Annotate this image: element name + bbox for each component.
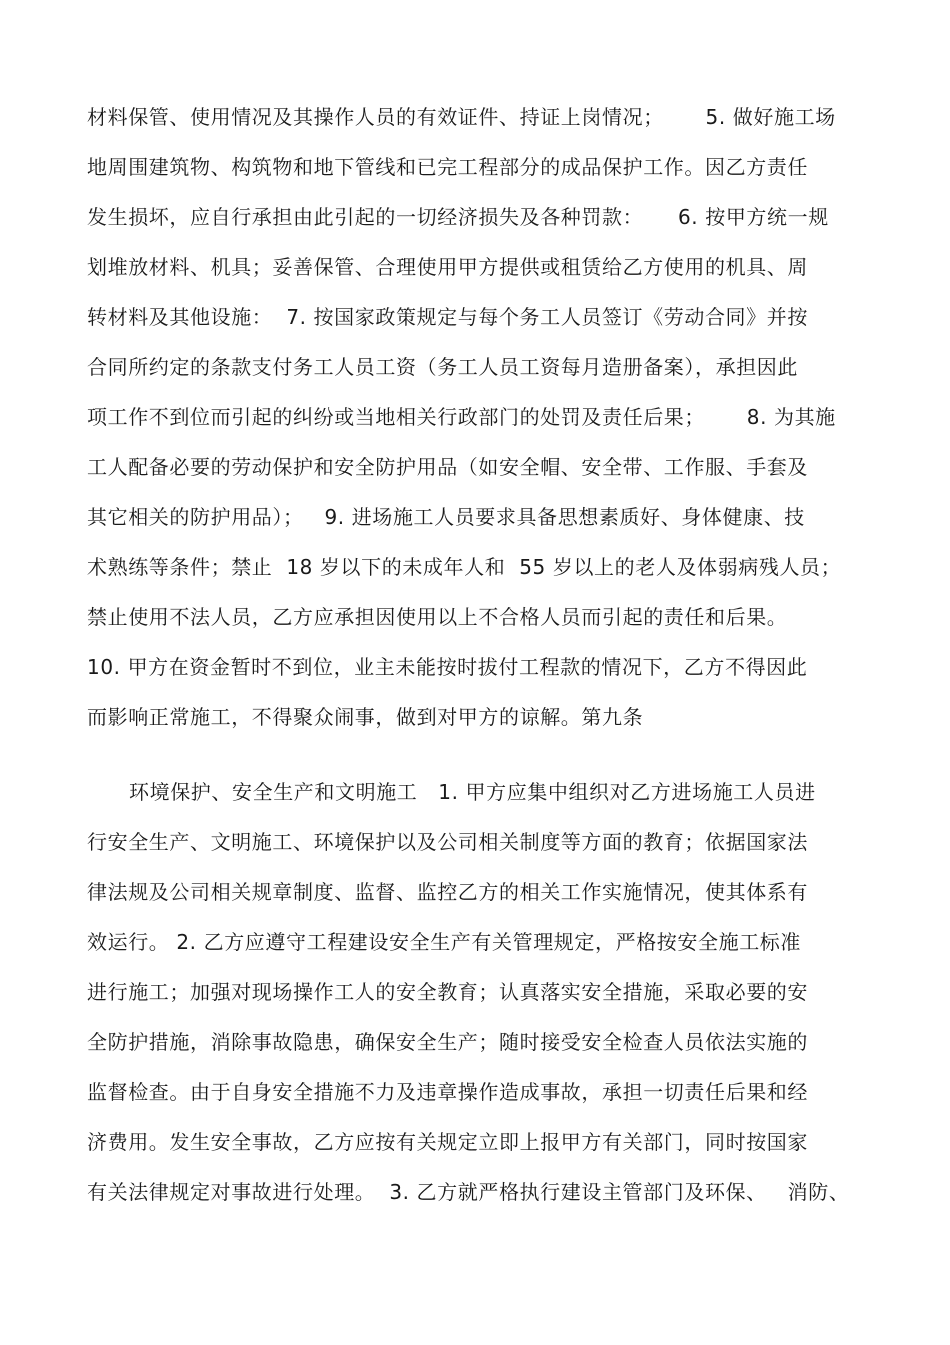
text-line: 合同所约定的条款支付务工人员工资（务工人员工资每月造册备案），承担因此 bbox=[87, 355, 798, 379]
text-line: 效运行。 2. 乙方应遵守工程建设安全生产有关管理规定，严格按安全施工标准 bbox=[87, 930, 801, 954]
text-line: 其它相关的防护用品）； 9. 进场施工人员要求具备思想素质好、身体健康、技 bbox=[87, 505, 805, 529]
text-line: 全防护措施，消除事故隐患，确保安全生产；随时接受安全检查人员依法实施的 bbox=[87, 1030, 808, 1054]
text-line: 术熟练等条件；禁止 18 岁以下的未成年人和 55 岁以上的老人及体弱病残人员； bbox=[87, 555, 842, 579]
text-line: 监督检查。由于自身安全措施不力及违章操作造成事故，承担一切责任后果和经 bbox=[87, 1080, 808, 1104]
text-line: 10. 甲方在资金暂时不到位，业主未能按时拔付工程款的情况下，乙方不得因此 bbox=[87, 655, 808, 679]
text-line: 项工作不到位而引起的纠纷或当地相关行政部门的处罚及责任后果； 8. 为其施 bbox=[87, 405, 836, 429]
text-line: 环境保护、安全生产和文明施工 1. 甲方应集中组织对乙方进场施工人员进 bbox=[129, 780, 816, 804]
text-line: 济费用。发生安全事故，乙方应按有关规定立即上报甲方有关部门，同时按国家 bbox=[87, 1130, 808, 1154]
text-line: 有关法律规定对事故进行处理。 3. 乙方就严格执行建设主管部门及环保、 消防、 bbox=[87, 1180, 850, 1204]
text-line: 发生损坏，应自行承担由此引起的一切经济损失及各种罚款： 6. 按甲方统一规 bbox=[87, 205, 829, 229]
text-line: 律法规及公司相关规章制度、监督、监控乙方的相关工作实施情况，使其体系有 bbox=[87, 880, 808, 904]
text-line: 禁止使用不法人员，乙方应承担因使用以上不合格人员而引起的责任和后果。 bbox=[87, 605, 788, 629]
text-line: 地周围建筑物、构筑物和地下管线和已完工程部分的成品保护工作。因乙方责任 bbox=[87, 155, 808, 179]
text-line: 行安全生产、文明施工、环境保护以及公司相关制度等方面的教育；依据国家法 bbox=[87, 830, 808, 854]
text-line: 材料保管、使用情况及其操作人员的有效证件、持证上岗情况； 5. 做好施工场 bbox=[87, 105, 836, 129]
text-line: 进行施工；加强对现场操作工人的安全教育；认真落实安全措施，采取必要的安 bbox=[87, 980, 808, 1004]
text-line: 划堆放材料、机具；妥善保管、合理使用甲方提供或租赁给乙方使用的机具、周 bbox=[87, 255, 808, 279]
text-line: 工人配备必要的劳动保护和安全防护用品（如安全帽、安全带、工作服、手套及 bbox=[87, 455, 808, 479]
text-line: 而影响正常施工，不得聚众闹事，做到对甲方的谅解。第九条 bbox=[87, 705, 644, 729]
text-line: 转材料及其他设施： 7. 按国家政策规定与每个务工人员签订《劳动合同》并按 bbox=[87, 305, 808, 329]
